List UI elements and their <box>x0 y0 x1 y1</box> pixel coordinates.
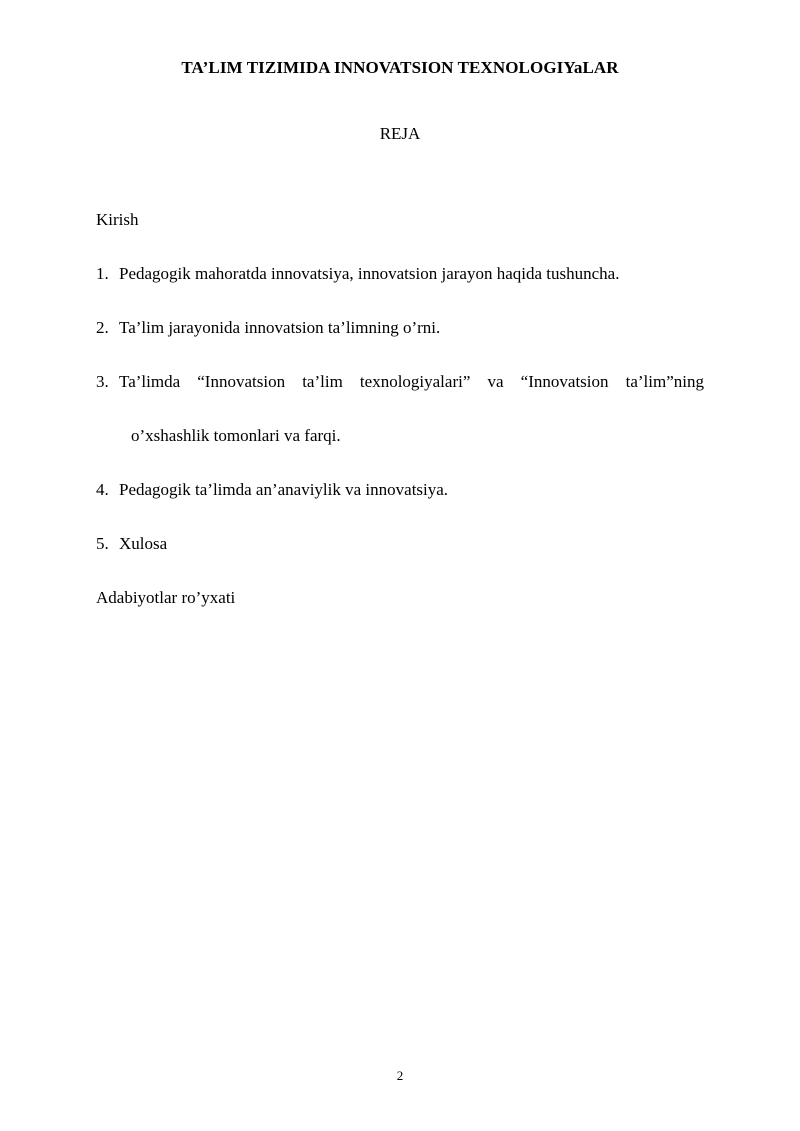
references-entry: Adabiyotlar ro’yxati <box>96 588 236 607</box>
document-title: TA’LIM TIZIMIDA INNOVATSION TEXNOLOGIYaLAR <box>181 58 619 77</box>
list-item-number: 1. <box>96 264 109 283</box>
plan-heading: REJA <box>379 124 421 143</box>
list-item <box>96 480 448 500</box>
list-item-text: Xulosa <box>119 534 168 553</box>
list-item-text: Ta’lim jarayonida innovatsion ta’limning o’rni. <box>119 318 441 337</box>
list-item-continuation: o’xshashlik tomonlari va farqi. <box>131 426 341 445</box>
list-item <box>96 534 167 554</box>
list-item-text: Pedagogik mahoratda innovatsiya, innovatsion jarayon haqida tushuncha. <box>119 264 620 283</box>
list-item-number: 5. <box>96 534 109 553</box>
list-item-number: 3. <box>96 372 109 391</box>
list-item <box>96 264 619 284</box>
page-number: 2 <box>396 1068 404 1083</box>
list-item-number: 2. <box>96 318 109 337</box>
list-item <box>96 318 440 338</box>
intro-entry: Kirish <box>96 210 139 229</box>
list-item-text: Pedagogik ta’limda an’anaviylik va innovatsiya. <box>119 480 449 499</box>
list-item-number: 4. <box>96 480 109 499</box>
list-item <box>96 372 704 392</box>
list-item-text: Ta’limda “Innovatsion ta’lim texnologiyalari” va “Innovatsion ta’lim”ning <box>119 372 704 391</box>
